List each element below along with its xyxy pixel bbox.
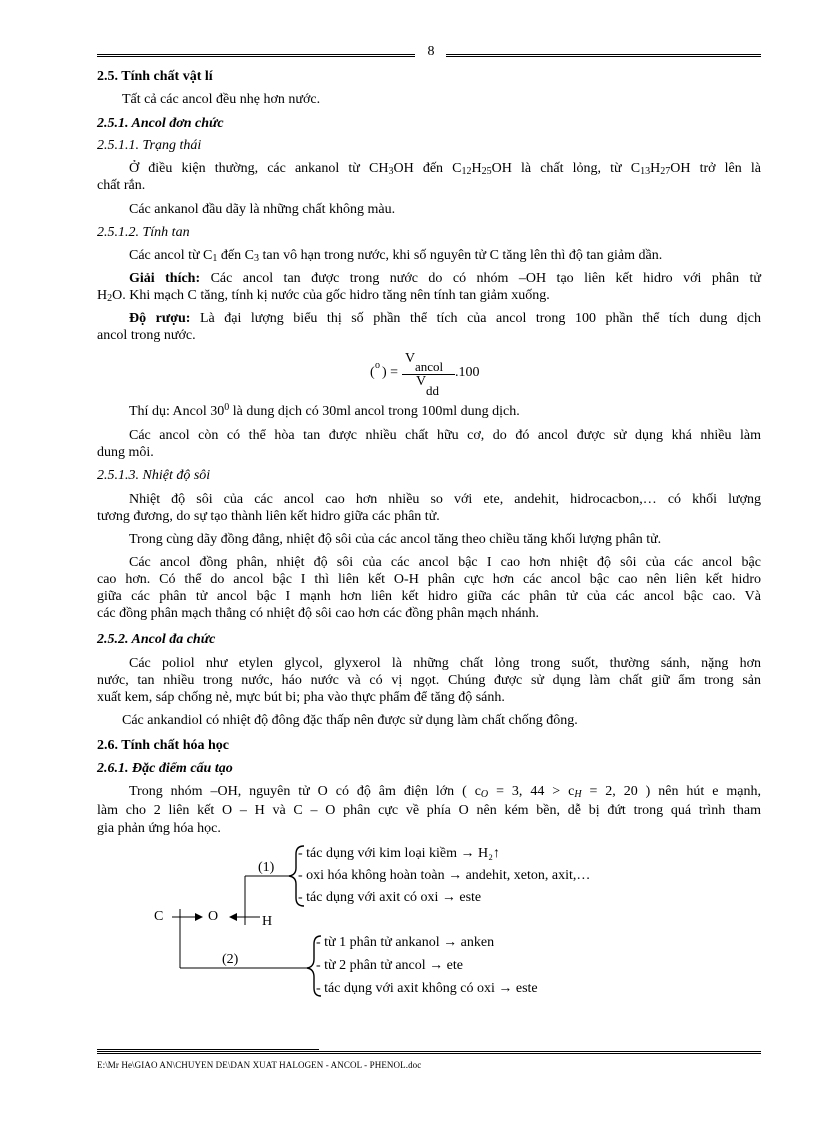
alcohol-degree-formula	[370, 351, 500, 398]
formula-fraction-bar	[402, 374, 455, 375]
section-2-5-intro: Tất cả các ancol đều nhẹ hơn nước.	[122, 92, 321, 107]
section-2-5-1-1-title: 2.5.1.1. Trạng thái	[97, 138, 202, 153]
section-2-5-2-title: 2.5.2. Ancol đa chức	[97, 632, 216, 647]
paragraph-colorless: Các ankanol đầu dãy là những chất không màu.	[129, 202, 396, 217]
paragraph-isomers-line2: cao hơn. Có thể do ancol bậc I thì liên kết O-H phân cực hơn các ancol bậc cao nên liên kết hidro	[97, 572, 761, 587]
atom-c: C	[154, 909, 164, 924]
paragraph-structure-line2: làm cho 2 liên kết O – H và C – O phân cực về phía O nên kém bền, dễ bị đứt trong quá trình tham	[97, 803, 761, 818]
formula-numerator-v: V	[405, 351, 416, 366]
header-rule-left	[97, 54, 415, 57]
paragraph-isomers-line3: giữa các phân tử ancol bậc I mạnh hơn liên kết hidro giữa các phân tử của các ancol bậc cao. Và	[97, 589, 761, 604]
formula-open: (	[370, 365, 375, 380]
formula-denominator-v: V	[416, 374, 427, 389]
page-number: 8	[427, 44, 435, 59]
paragraph-state-line2: chất rắn.	[97, 178, 146, 193]
formula-close: ) =	[382, 365, 399, 380]
formula-denominator-sub: dd	[426, 383, 439, 398]
formula-degree-sign: o	[375, 360, 380, 371]
paragraph-polyol-line2: nước, tan nhiều trong nước, háo nước và có vị ngọt. Chúng được sử dụng làm chất giữ ẩm trong sản	[97, 673, 761, 688]
branch1-item: - oxi hóa không hoàn toàn → andehit, xeton, axit,…	[298, 868, 591, 883]
paragraph-explanation-line2: $H_2O$. Khi mạch C tăng, tính kị nước của gốc hidro tăng nên tính tan giảm xuống.	[97, 288, 550, 304]
atom-o: O	[208, 909, 219, 924]
footer-file-path: E:\Mr He\GIAO AN\CHUYEN DE\DAN XUAT HALOGEN - ANCOL - PHENOL.doc	[97, 1060, 422, 1070]
paragraph-example: Thí dụ: Ancol $30^0$ là dung dịch có 30ml ancol trong 100ml dung dịch.	[129, 402, 520, 419]
branch1-label: (1)	[258, 860, 275, 875]
section-2-6-title: 2.6. Tính chất hóa học	[97, 738, 229, 753]
branch1-item: - tác dụng với axit có oxi → este	[298, 890, 482, 905]
paragraph-boiling-line1: Nhiệt độ sôi của các ancol cao hơn nhiều so với ete, andehit, hidrocacbon,… có khối lượng	[129, 492, 761, 507]
paragraph-structure-line1: Trong nhóm –OH, nguyên tử O có độ âm điện lớn ( $c_O = 3$, $44 > c_H = 2$, 20 ) nên hút e mạnh,	[129, 784, 761, 800]
paragraph-antifreeze: Các ankandiol có nhiệt độ đông đặc thấp nên được sử dụng làm chất chống đông.	[122, 713, 578, 728]
branch2-item: - từ 2 phân tử ancol → ete	[316, 958, 463, 973]
section-2-5-1-title: 2.5.1. Ancol đơn chức	[97, 116, 224, 131]
paragraph-solvent-line2: dung môi.	[97, 445, 154, 460]
section-2-5-1-3-title: 2.5.1.3. Nhiệt độ sôi	[97, 468, 211, 483]
section-2-5-title: 2.5. Tính chất vật lí	[97, 69, 213, 84]
paragraph-structure-line3: gia phản ứng hóa học.	[97, 821, 221, 836]
paragraph-state-line1: Ở điều kiện thường, các ankanol từ $CH_3OH$ đến $C_{12}H_{25}OH$ là chất lỏng, từ $C_{13}H_{27}OH$ trở lên là	[129, 161, 761, 177]
paragraph-alcohol-degree-line1: Độ rượu: Là đại lượng biểu thị số phần thể tích của ancol trong 100 phần thể tích dung dịch	[129, 311, 761, 326]
paragraph-isomers-line4: các đồng phân mạch thẳng có nhiệt độ sôi cao hơn các đồng phân mạch nhánh.	[97, 606, 540, 621]
atom-h: H	[262, 914, 273, 929]
footer-rule-thin	[97, 1049, 319, 1050]
diagram-lines	[150, 842, 610, 1002]
header-rule-right	[446, 54, 761, 57]
paragraph-alcohol-degree-line2: ancol trong nước.	[97, 328, 196, 343]
paragraph-explanation-line1: Giải thích: Các ancol tan được trong nước do có nhóm –OH tạo liên kết hidro với phân tử	[129, 271, 761, 286]
formula-tail: .100	[455, 365, 480, 380]
footer-rule	[97, 1051, 761, 1054]
formula-numerator-sub: ancol	[415, 359, 444, 374]
paragraph-homologous: Trong cùng dãy đồng đẳng, nhiệt độ sôi của các ancol tăng theo chiều tăng khối lượng phân tử.	[129, 532, 662, 547]
branch2-item: - từ 1 phân tử ankanol → anken	[316, 935, 495, 950]
paragraph-polyol-line1: Các poliol như etylen glycol, glyxerol là những chất lỏng trong suốt, thường sánh, nặng hơn	[129, 656, 761, 671]
branch2-label: (2)	[222, 952, 239, 967]
paragraph-solvent-line1: Các ancol còn có thể hòa tan được nhiều chất hữu cơ, do đó ancol được sử dụng khá nhiều làm	[129, 428, 761, 443]
paragraph-polyol-line3: xuất kem, sáp chống nẻ, mực bút bi; pha vào thực phẩm để tăng độ sánh.	[97, 690, 505, 705]
section-2-5-1-2-title: 2.5.1.2. Tính tan	[97, 225, 190, 240]
reaction-site-diagram	[150, 842, 610, 1002]
paragraph-isomers-line1: Các ancol đồng phân, nhiệt độ sôi của các ancol bậc I cao hơn nhiệt độ sôi của các ancol bậc	[129, 555, 761, 570]
branch2-item: - tác dụng với axit không có oxi → este	[316, 981, 538, 996]
paragraph-solubility: Các ancol từ $C_1$ đến $C_3$ tan vô hạn trong nước, khi số nguyên tử C tăng lên thì độ tan giảm dần.	[129, 248, 663, 264]
branch1-item: - tác dụng với kim loại kiềm → H₂↑	[298, 846, 501, 861]
paragraph-boiling-line2: tương đương, do sự tạo thành liên kết hidro giữa các phân tử.	[97, 509, 440, 524]
section-2-6-1-title: 2.6.1. Đặc điểm cấu tạo	[97, 761, 233, 776]
